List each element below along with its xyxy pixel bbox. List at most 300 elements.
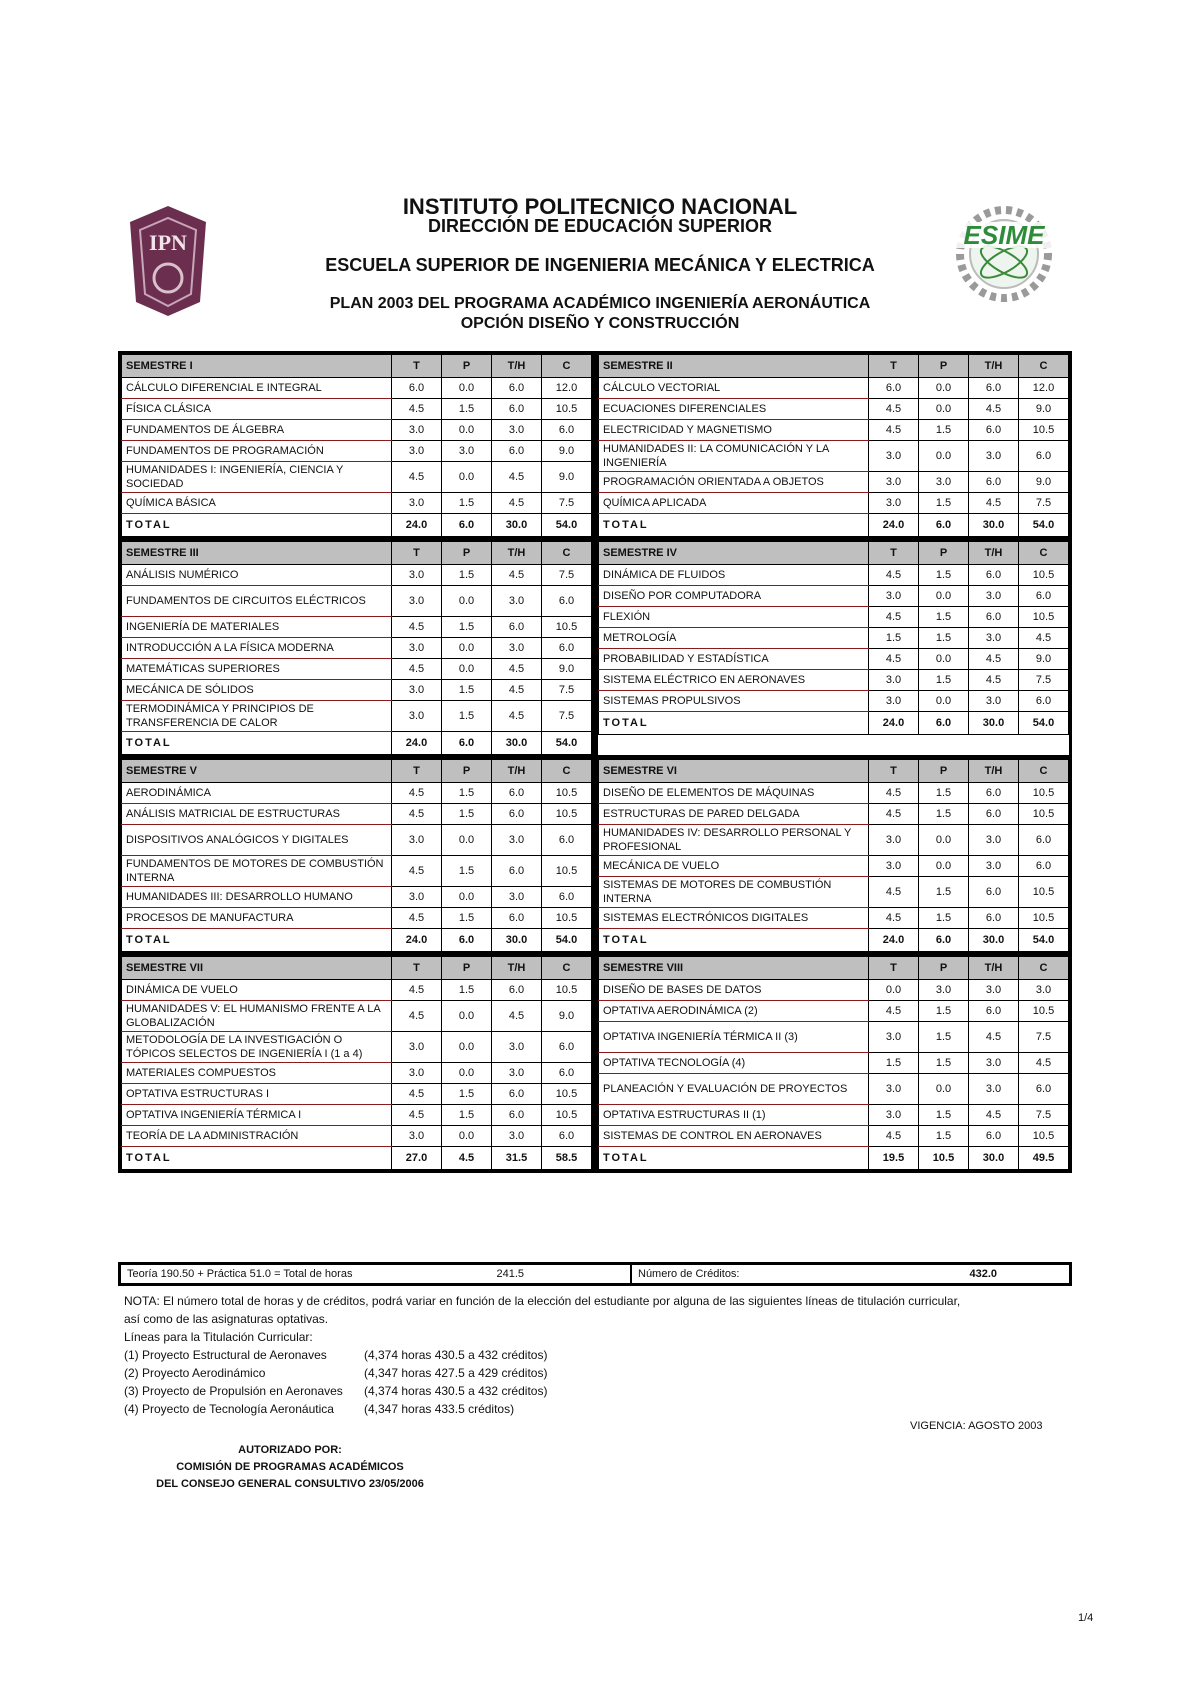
course-th: 3.0 (492, 887, 542, 908)
course-th: 4.5 (969, 493, 1019, 514)
course-name: DINÁMICA DE FLUIDOS (599, 565, 869, 586)
course-p: 1.5 (919, 877, 969, 908)
total-t: 24.0 (869, 712, 919, 735)
course-t: 3.0 (392, 1032, 442, 1063)
course-th: 6.0 (492, 441, 542, 462)
course-row (599, 670, 1069, 691)
course-th: 4.5 (969, 1105, 1019, 1126)
course-name: HUMANIDADES II: LA COMUNICACIÓN Y LA INGENIERÍA (599, 441, 869, 472)
course-name: ESTRUCTURAS DE PARED DELGADA (599, 804, 869, 825)
course-row (599, 691, 1069, 712)
course-c: 10.5 (1019, 1001, 1069, 1022)
linea-item (124, 1382, 1074, 1400)
course-row (122, 565, 592, 586)
course-th: 6.0 (969, 472, 1019, 493)
total-label: TOTAL (599, 514, 869, 537)
course-row (599, 565, 1069, 586)
course-th: 3.0 (969, 825, 1019, 856)
course-name: FUNDAMENTOS DE ÁLGEBRA (122, 420, 392, 441)
total-label: TOTAL (122, 929, 392, 952)
course-th: 4.5 (492, 493, 542, 514)
course-p: 0.0 (442, 1001, 492, 1032)
course-p: 3.0 (442, 441, 492, 462)
course-t: 4.5 (392, 659, 442, 680)
course-t: 4.5 (392, 908, 442, 929)
course-name: TEORÍA DE LA ADMINISTRACIÓN (122, 1126, 392, 1147)
linea-detail: (4,347 horas 433.5 créditos) (364, 1402, 515, 1416)
course-p: 1.5 (442, 1105, 492, 1126)
course-name: FUNDAMENTOS DE MOTORES DE COMBUSTIÓN INTERNA (122, 856, 392, 887)
course-name: DISEÑO DE BASES DE DATOS (599, 980, 869, 1001)
total-label: TOTAL (122, 732, 392, 755)
course-row (122, 1001, 592, 1032)
course-p: 0.0 (442, 825, 492, 856)
course-row (122, 680, 592, 701)
semester-title: SEMESTRE V (122, 760, 392, 783)
course-name: METODOLOGÍA DE LA INVESTIGACIÓN O TÓPICOS SELECTOS DE INGENIERÍA I (1 a 4) (122, 1032, 392, 1063)
course-t: 3.0 (392, 1063, 442, 1084)
course-c: 10.5 (542, 783, 592, 804)
course-c: 6.0 (1019, 586, 1069, 607)
course-t: 4.5 (392, 1001, 442, 1032)
course-name: METROLOGÍA (599, 628, 869, 649)
course-p: 0.0 (919, 1074, 969, 1105)
course-th: 6.0 (969, 783, 1019, 804)
semester-table (598, 759, 1069, 952)
course-t: 4.5 (869, 607, 919, 628)
course-c: 10.5 (1019, 877, 1069, 908)
course-name: DISEÑO DE ELEMENTOS DE MÁQUINAS (599, 783, 869, 804)
course-c: 7.5 (542, 493, 592, 514)
course-row (599, 1001, 1069, 1022)
course-th: 6.0 (969, 420, 1019, 441)
total-c: 58.5 (542, 1147, 592, 1170)
column-header-p: P (919, 957, 969, 980)
course-c: 6.0 (1019, 1074, 1069, 1105)
course-p: 0.0 (442, 1032, 492, 1063)
course-row (122, 399, 592, 420)
course-t: 4.5 (392, 462, 442, 493)
course-p: 1.5 (442, 1084, 492, 1105)
note-text-continued: así como de las asignaturas optativas. (124, 1312, 329, 1326)
semester-title: SEMESTRE VIII (599, 957, 869, 980)
course-p: 1.5 (919, 1053, 969, 1074)
course-p: 0.0 (442, 638, 492, 659)
total-label: TOTAL (122, 1147, 392, 1170)
course-t: 3.0 (392, 420, 442, 441)
column-header-t: T (869, 760, 919, 783)
semester-table (121, 354, 592, 537)
linea-detail: (4,347 horas 427.5 a 429 créditos) (364, 1366, 548, 1380)
lineas-title: Líneas para la Titulación Curricular: (124, 1330, 313, 1344)
course-row (122, 1032, 592, 1063)
course-name: HUMANIDADES IV: DESARROLLO PERSONAL Y PROFESIONAL (599, 825, 869, 856)
course-name: FLEXIÓN (599, 607, 869, 628)
course-row (599, 649, 1069, 670)
course-row (122, 617, 592, 638)
course-name: CÁLCULO VECTORIAL (599, 378, 869, 399)
course-name: MATEMÁTICAS SUPERIORES (122, 659, 392, 680)
course-th: 6.0 (969, 804, 1019, 825)
semester-title: SEMESTRE VII (122, 957, 392, 980)
course-th: 6.0 (492, 1084, 542, 1105)
semester-title: SEMESTRE III (122, 542, 392, 565)
course-th: 3.0 (492, 825, 542, 856)
course-name: SISTEMAS PROPULSIVOS (599, 691, 869, 712)
course-c: 4.5 (1019, 628, 1069, 649)
course-name: HUMANIDADES III: DESARROLLO HUMANO (122, 887, 392, 908)
course-p: 1.5 (442, 783, 492, 804)
course-th: 6.0 (492, 1105, 542, 1126)
column-header-c: C (542, 760, 592, 783)
course-row (122, 887, 592, 908)
total-t: 27.0 (392, 1147, 442, 1170)
course-row (599, 493, 1069, 514)
course-row (599, 586, 1069, 607)
course-c: 6.0 (1019, 825, 1069, 856)
course-th: 6.0 (969, 378, 1019, 399)
course-th: 4.5 (492, 462, 542, 493)
course-row (599, 856, 1069, 877)
column-header-th: T/H (492, 542, 542, 565)
total-th: 30.0 (969, 1147, 1019, 1170)
course-row (599, 804, 1069, 825)
semester-table (598, 541, 1069, 755)
total-th: 30.0 (969, 514, 1019, 537)
course-t: 4.5 (392, 804, 442, 825)
course-p: 0.0 (919, 856, 969, 877)
course-row (122, 856, 592, 887)
course-t: 3.0 (392, 825, 442, 856)
total-p: 6.0 (919, 929, 969, 952)
summary-bar (118, 1262, 1072, 1286)
course-c: 10.5 (542, 980, 592, 1001)
course-name: OPTATIVA ESTRUCTURAS I (122, 1084, 392, 1105)
course-th: 6.0 (969, 908, 1019, 929)
course-t: 0.0 (869, 980, 919, 1001)
course-p: 1.5 (919, 1001, 969, 1022)
course-th: 6.0 (492, 980, 542, 1001)
course-t: 3.0 (869, 441, 919, 472)
total-th: 30.0 (492, 929, 542, 952)
total-p: 10.5 (919, 1147, 969, 1170)
course-th: 6.0 (492, 804, 542, 825)
course-p: 3.0 (919, 980, 969, 1001)
course-th: 3.0 (492, 420, 542, 441)
course-name: OPTATIVA INGENIERÍA TÉRMICA I (122, 1105, 392, 1126)
linea-detail: (4,374 horas 430.5 a 432 créditos) (364, 1348, 548, 1362)
course-th: 3.0 (492, 638, 542, 659)
course-c: 6.0 (542, 825, 592, 856)
course-row (599, 1074, 1069, 1105)
total-th: 30.0 (969, 712, 1019, 735)
course-p: 1.5 (442, 565, 492, 586)
course-th: 4.5 (969, 649, 1019, 670)
column-header-c: C (1019, 355, 1069, 378)
total-p: 6.0 (442, 929, 492, 952)
column-header-c: C (542, 542, 592, 565)
total-p: 6.0 (919, 712, 969, 735)
course-row (122, 1084, 592, 1105)
course-name: PROCESOS DE MANUFACTURA (122, 908, 392, 929)
course-th: 4.5 (492, 1001, 542, 1032)
course-p: 1.5 (919, 1105, 969, 1126)
column-header-th: T/H (492, 957, 542, 980)
course-c: 6.0 (1019, 441, 1069, 472)
course-t: 4.5 (392, 1084, 442, 1105)
course-t: 3.0 (869, 856, 919, 877)
course-name: SISTEMAS DE CONTROL EN AERONAVES (599, 1126, 869, 1147)
course-t: 3.0 (392, 638, 442, 659)
course-c: 10.5 (1019, 783, 1069, 804)
course-row (122, 441, 592, 462)
total-label: TOTAL (122, 514, 392, 537)
column-header-p: P (919, 760, 969, 783)
linea-name: (4) Proyecto de Tecnología Aeronáutica (124, 1402, 334, 1416)
page-number: 1/4 (1078, 1612, 1094, 1624)
course-c: 10.5 (1019, 565, 1069, 586)
authorized-by: AUTORIZADO POR: (238, 1444, 342, 1456)
course-t: 3.0 (869, 825, 919, 856)
course-name: OPTATIVA ESTRUCTURAS II (1) (599, 1105, 869, 1126)
course-p: 0.0 (442, 1063, 492, 1084)
course-row (122, 1126, 592, 1147)
course-c: 6.0 (542, 586, 592, 617)
course-row (122, 462, 592, 493)
course-row (599, 1126, 1069, 1147)
total-c: 54.0 (542, 514, 592, 537)
vigencia-text: VIGENCIA: AGOSTO 2003 (910, 1420, 1043, 1432)
total-label: TOTAL (599, 929, 869, 952)
column-header-th: T/H (969, 760, 1019, 783)
course-th: 3.0 (969, 441, 1019, 472)
course-c: 12.0 (1019, 378, 1069, 399)
course-t: 3.0 (392, 565, 442, 586)
course-th: 3.0 (492, 1063, 542, 1084)
course-name: DISPOSITIVOS ANALÓGICOS Y DIGITALES (122, 825, 392, 856)
course-name: OPTATIVA INGENIERÍA TÉRMICA II (3) (599, 1022, 869, 1053)
column-header-p: P (442, 542, 492, 565)
course-th: 6.0 (492, 378, 542, 399)
column-header-t: T (869, 542, 919, 565)
course-name: FÍSICA CLÁSICA (122, 399, 392, 420)
course-row (599, 1022, 1069, 1053)
course-t: 4.5 (869, 877, 919, 908)
direction-title: DIRECCIÓN DE EDUCACIÓN SUPERIOR (427, 216, 773, 236)
course-row (599, 980, 1069, 1001)
course-th: 3.0 (969, 1074, 1019, 1105)
column-header-t: T (392, 542, 442, 565)
total-th: 30.0 (492, 732, 542, 755)
course-c: 10.5 (542, 908, 592, 929)
course-th: 6.0 (492, 617, 542, 638)
course-c: 7.5 (1019, 670, 1069, 691)
total-th: 31.5 (492, 1147, 542, 1170)
column-header-t: T (869, 355, 919, 378)
course-t: 6.0 (392, 378, 442, 399)
course-row (599, 783, 1069, 804)
course-th: 4.5 (492, 680, 542, 701)
total-p: 4.5 (442, 1147, 492, 1170)
course-row (599, 472, 1069, 493)
esime-logo-text: ESIME (963, 220, 1045, 250)
course-row (122, 1063, 592, 1084)
semester-pair (121, 956, 1069, 1170)
course-row (599, 399, 1069, 420)
course-c: 10.5 (542, 617, 592, 638)
course-name: FUNDAMENTOS DE PROGRAMACIÓN (122, 441, 392, 462)
total-th: 30.0 (969, 929, 1019, 952)
option-title: OPCIÓN DISEÑO Y CONSTRUCCIÓN (460, 315, 740, 332)
course-p: 0.0 (919, 441, 969, 472)
course-p: 0.0 (919, 691, 969, 712)
course-c: 10.5 (1019, 908, 1069, 929)
course-t: 4.5 (869, 649, 919, 670)
course-th: 3.0 (492, 1126, 542, 1147)
note-text: NOTA: El número total de horas y de créditos, podrá variar en función de la elección del estudiante por alguna de las siguientes líneas de titulación curricular, (124, 1294, 961, 1308)
column-header-p: P (442, 355, 492, 378)
notes-section (124, 1292, 1074, 1418)
course-t: 4.5 (869, 1126, 919, 1147)
column-header-t: T (869, 957, 919, 980)
total-p: 6.0 (442, 514, 492, 537)
credits-label: Número de Créditos: (638, 1268, 740, 1280)
course-p: 0.0 (442, 378, 492, 399)
course-name: MATERIALES COMPUESTOS (122, 1063, 392, 1084)
semester-title: SEMESTRE IV (599, 542, 869, 565)
semester-table (598, 956, 1069, 1170)
commission-name: COMISIÓN DE PROGRAMAS ACADÉMICOS (176, 1461, 404, 1473)
course-t: 3.0 (869, 691, 919, 712)
course-name: PROBABILIDAD Y ESTADÍSTICA (599, 649, 869, 670)
hours-value: 241.5 (496, 1268, 524, 1280)
hours-cell (121, 1265, 632, 1283)
total-t: 19.5 (869, 1147, 919, 1170)
column-header-th: T/H (492, 355, 542, 378)
total-t: 24.0 (392, 514, 442, 537)
course-name: MECÁNICA DE SÓLIDOS (122, 680, 392, 701)
course-c: 9.0 (542, 1001, 592, 1032)
course-p: 1.5 (919, 670, 969, 691)
course-t: 4.5 (392, 399, 442, 420)
course-c: 10.5 (1019, 804, 1069, 825)
course-th: 3.0 (969, 586, 1019, 607)
course-c: 9.0 (1019, 399, 1069, 420)
institution-title: INSTITUTO POLITECNICO NACIONAL (402, 194, 798, 219)
column-header-c: C (542, 355, 592, 378)
credits-value: 432.0 (969, 1268, 998, 1280)
course-t: 3.0 (392, 701, 442, 732)
course-name: ANÁLISIS NUMÉRICO (122, 565, 392, 586)
course-p: 1.5 (919, 908, 969, 929)
course-p: 1.5 (919, 607, 969, 628)
course-p: 0.0 (442, 659, 492, 680)
course-c: 7.5 (542, 680, 592, 701)
course-row (599, 1105, 1069, 1126)
course-th: 3.0 (969, 856, 1019, 877)
course-t: 4.5 (869, 399, 919, 420)
course-c: 4.5 (1019, 1053, 1069, 1074)
credits-cell (632, 1265, 1069, 1283)
course-c: 10.5 (1019, 607, 1069, 628)
plan-title: PLAN 2003 DEL PROGRAMA ACADÉMICO INGENIERÍA AERONÁUTICA (329, 295, 871, 312)
total-t: 24.0 (392, 929, 442, 952)
course-t: 4.5 (869, 783, 919, 804)
course-row (122, 908, 592, 929)
course-t: 3.0 (392, 887, 442, 908)
course-p: 1.5 (442, 701, 492, 732)
course-row (599, 825, 1069, 856)
total-t: 24.0 (869, 929, 919, 952)
course-name: DINÁMICA DE VUELO (122, 980, 392, 1001)
linea-name: (1) Proyecto Estructural de Aeronaves (124, 1348, 327, 1362)
course-p: 1.5 (442, 804, 492, 825)
semester-table (121, 956, 592, 1170)
column-header-p: P (442, 957, 492, 980)
column-header-t: T (392, 355, 442, 378)
course-th: 6.0 (492, 908, 542, 929)
course-c: 6.0 (542, 1126, 592, 1147)
course-th: 6.0 (969, 1126, 1019, 1147)
course-t: 1.5 (869, 628, 919, 649)
authorization-block (150, 1442, 430, 1493)
course-p: 1.5 (919, 493, 969, 514)
course-t: 4.5 (392, 980, 442, 1001)
column-header-c: C (1019, 957, 1069, 980)
course-p: 0.0 (919, 825, 969, 856)
course-th: 3.0 (969, 691, 1019, 712)
course-row (122, 420, 592, 441)
course-c: 6.0 (542, 420, 592, 441)
course-name: QUÍMICA APLICADA (599, 493, 869, 514)
course-p: 1.5 (442, 399, 492, 420)
total-c: 54.0 (542, 929, 592, 952)
course-row (599, 908, 1069, 929)
course-c: 10.5 (1019, 1126, 1069, 1147)
course-t: 4.5 (869, 565, 919, 586)
course-p: 1.5 (919, 628, 969, 649)
course-th: 3.0 (969, 980, 1019, 1001)
course-t: 3.0 (392, 1126, 442, 1147)
course-p: 0.0 (919, 649, 969, 670)
course-t: 4.5 (869, 1001, 919, 1022)
school-title: ESCUELA SUPERIOR DE INGENIERIA MECÁNICA Y ELECTRICA (325, 255, 875, 275)
course-name: ECUACIONES DIFERENCIALES (599, 399, 869, 420)
course-name: SISTEMA ELÉCTRICO EN AERONAVES (599, 670, 869, 691)
course-c: 6.0 (542, 1032, 592, 1063)
total-c: 49.5 (1019, 1147, 1069, 1170)
course-row (122, 825, 592, 856)
council-date: DEL CONSEJO GENERAL CONSULTIVO 23/05/2006 (156, 1478, 424, 1490)
ipn-logo-text: IPN (149, 230, 187, 255)
course-name: ELECTRICIDAD Y MAGNETISMO (599, 420, 869, 441)
column-header-c: C (1019, 542, 1069, 565)
course-th: 6.0 (969, 877, 1019, 908)
course-t: 4.5 (869, 804, 919, 825)
course-row (599, 441, 1069, 472)
course-name: AERODINÁMICA (122, 783, 392, 804)
course-th: 3.0 (969, 628, 1019, 649)
course-t: 3.0 (869, 493, 919, 514)
course-p: 0.0 (919, 399, 969, 420)
course-p: 1.5 (442, 856, 492, 887)
course-name: DISEÑO POR COMPUTADORA (599, 586, 869, 607)
course-c: 9.0 (542, 659, 592, 680)
course-row (599, 628, 1069, 649)
total-p: 6.0 (442, 732, 492, 755)
course-p: 1.5 (442, 908, 492, 929)
course-row (122, 783, 592, 804)
